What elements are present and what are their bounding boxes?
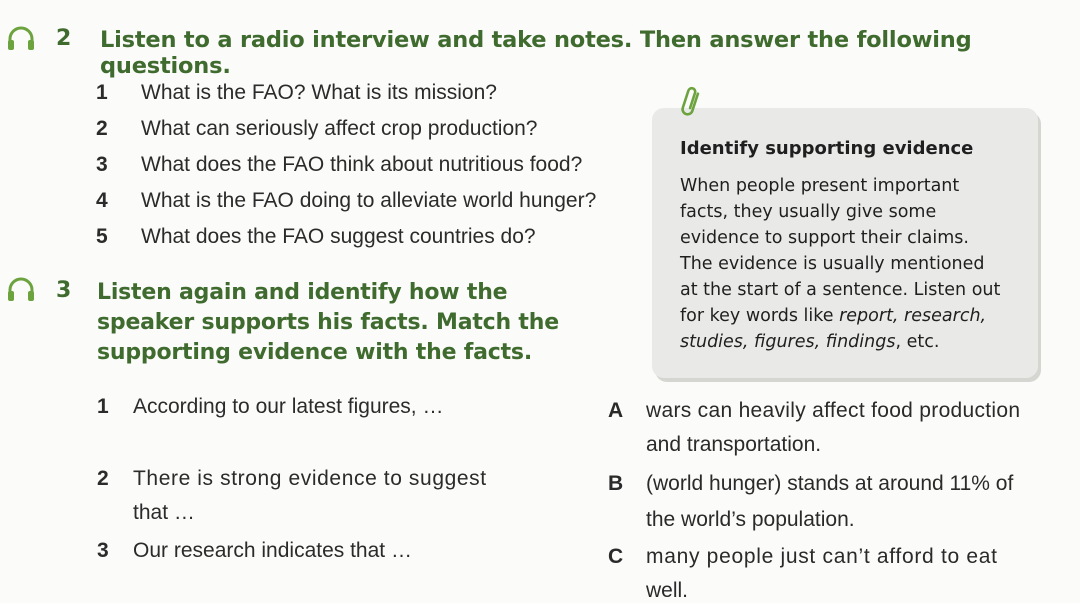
tip-title: Identify supporting evidence — [680, 138, 974, 159]
fact-text: (world hunger) stands at around 11% of — [646, 472, 1014, 495]
tip-line: at the start of a sentence. Listen out — [680, 280, 1001, 300]
exercise-2-title: Listen to a radio interview and take notes. Then answer the following questions. — [100, 27, 972, 79]
evidence-number: 3 — [97, 539, 109, 562]
exercise-3-title-line: Listen again and identify how the — [97, 280, 508, 305]
exercise-3-number: 3 — [56, 278, 72, 303]
fact-text: well. — [646, 579, 689, 602]
exercise-3-title-line: supporting evidence with the facts. — [97, 340, 532, 365]
headphones-icon[interactable] — [6, 277, 36, 303]
evidence-text: There is strong evidence to suggest — [133, 467, 487, 490]
exercise-3-title-line: speaker supports his facts. Match the — [97, 310, 559, 335]
tip-keywords: studies, figures, findings — [680, 332, 896, 352]
question-number: 5 — [96, 225, 108, 248]
tip-box — [652, 108, 1038, 378]
evidence-number: 2 — [97, 467, 109, 490]
tip-line-text: for key words like — [680, 306, 840, 326]
evidence-text: that … — [133, 501, 195, 524]
tip-line: facts, they usually give some — [680, 202, 937, 222]
question-number: 3 — [96, 153, 108, 176]
tip-line — [680, 306, 986, 326]
question-text: What is the FAO? What is its mission? — [141, 81, 497, 104]
fact-letter: A — [608, 399, 624, 422]
question-number: 2 — [96, 117, 108, 140]
question-text: What can seriously affect crop production? — [141, 117, 538, 140]
tip-line: When people present important — [680, 176, 960, 196]
tip-line-text: , etc. — [895, 332, 940, 352]
question-number: 1 — [96, 81, 108, 104]
tip-keywords: report, research, — [839, 306, 987, 326]
fact-letter: C — [608, 545, 624, 568]
exercise-2-number: 2 — [56, 26, 72, 51]
question-number: 4 — [96, 189, 108, 212]
question-text: What does the FAO suggest countries do? — [141, 225, 536, 248]
tip-line: evidence to support their claims. — [680, 228, 969, 248]
evidence-text: Our research indicates that … — [133, 539, 412, 562]
fact-text: the world’s population. — [646, 508, 855, 531]
tip-line — [680, 332, 939, 352]
headphones-icon[interactable] — [6, 26, 36, 52]
question-text: What is the FAO doing to alleviate world hunger? — [141, 189, 597, 212]
fact-text: many people just can’t afford to eat — [646, 545, 998, 568]
paperclip-icon — [678, 84, 704, 120]
fact-text: and transportation. — [646, 433, 822, 456]
evidence-text: According to our latest figures, … — [133, 395, 444, 418]
question-text: What does the FAO think about nutritious food? — [141, 153, 583, 176]
evidence-number: 1 — [97, 395, 109, 418]
fact-letter: B — [608, 472, 624, 495]
fact-text: wars can heavily affect food production — [646, 399, 1021, 422]
tip-line: The evidence is usually mentioned — [680, 254, 985, 274]
